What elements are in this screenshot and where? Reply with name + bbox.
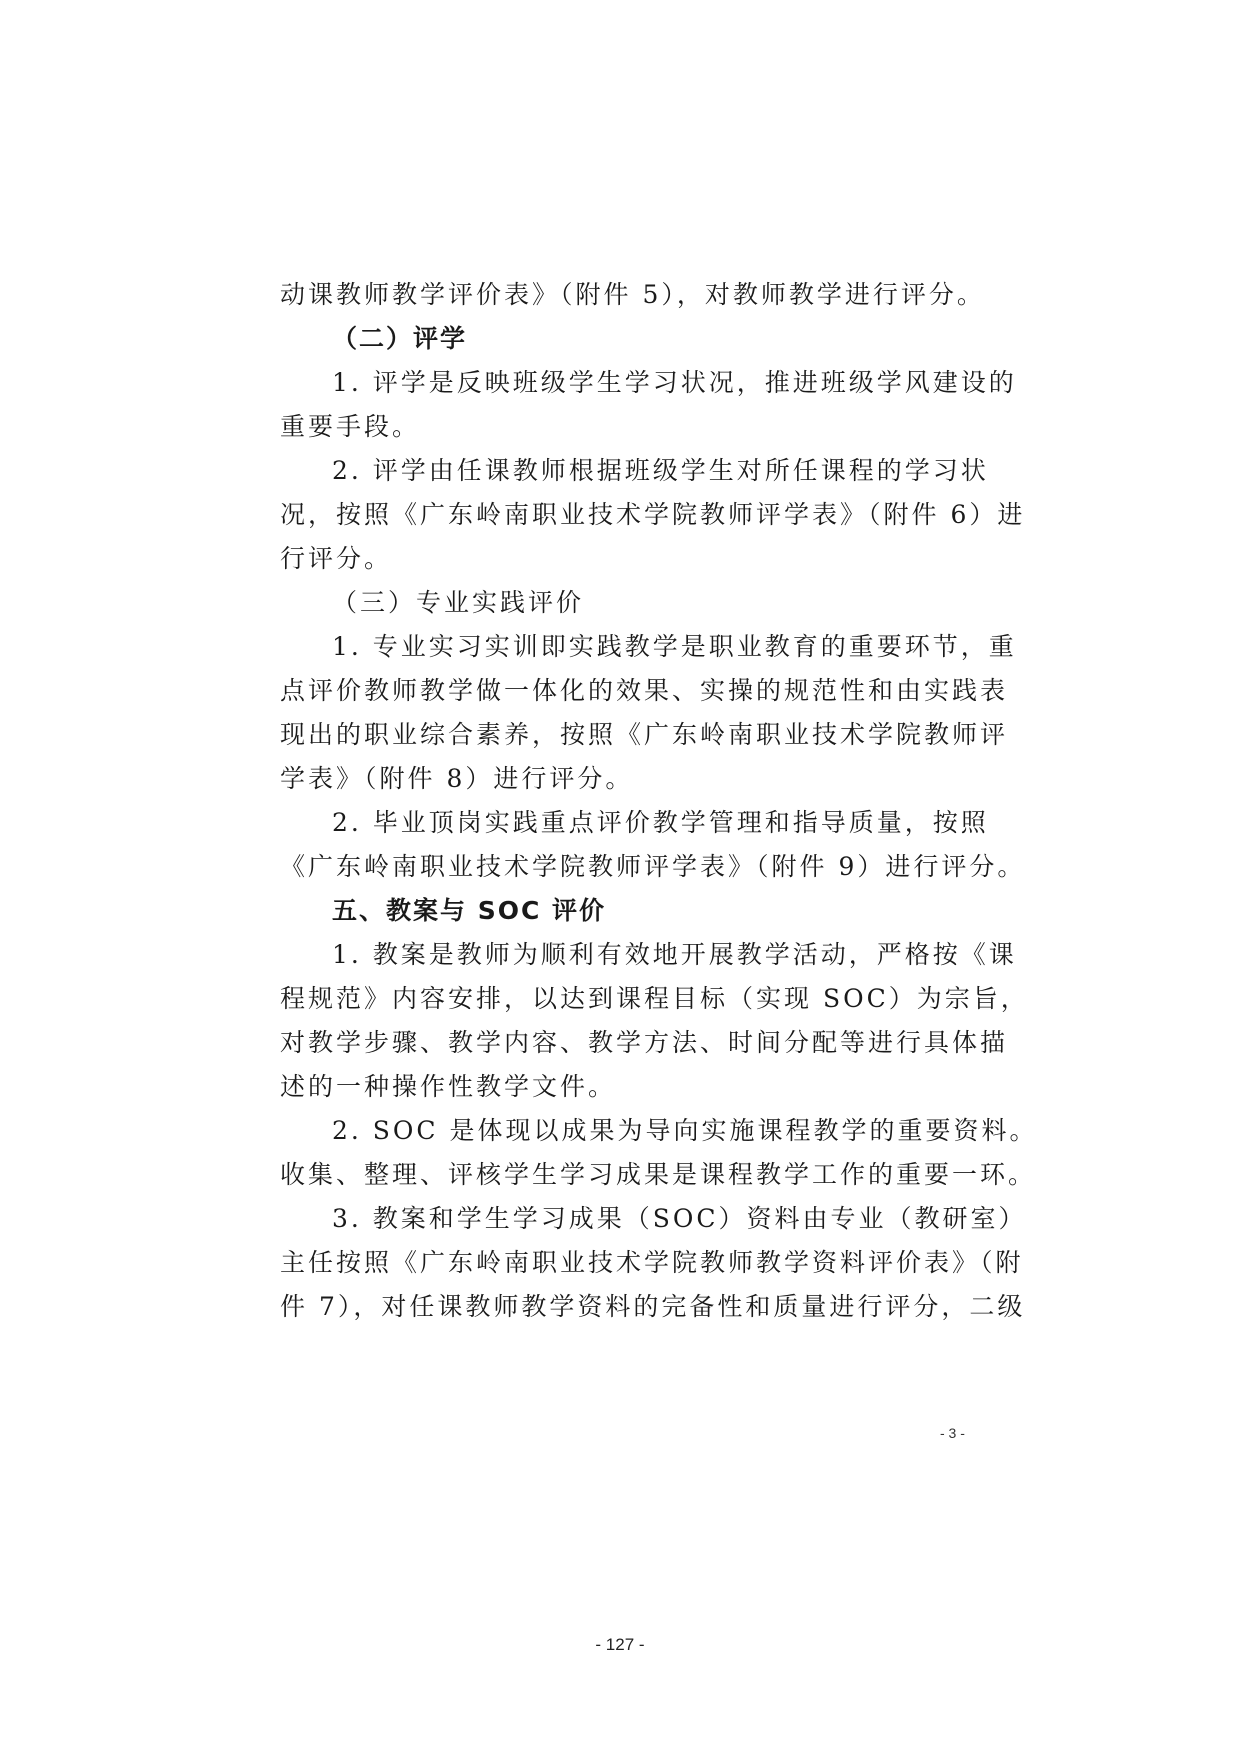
section-heading-lesson-plan-soc: 五、教案与 SOC 评价: [332, 896, 607, 925]
section-heading-practice-evaluation: （三）专业实践评价: [332, 588, 585, 617]
text-line: 重要手段。: [280, 412, 421, 441]
text-line: 2. 评学由任课教师根据班级学生对所任课程的学习状: [332, 456, 989, 485]
text-line: 动课教师教学评价表》（附件 5），对教师教学进行评分。: [280, 280, 985, 309]
text-line: 况，按照《广东岭南职业技术学院教师评学表》（附件 6）进: [280, 500, 1026, 529]
text-line: 1. 教案是教师为顺利有效地开展教学活动，严格按《课: [332, 940, 1017, 969]
inner-page-number: - 3 -: [940, 1425, 965, 1441]
text-line: 件 7），对任课教师教学资料的完备性和质量进行评分，二级: [280, 1292, 1026, 1321]
section-heading-evaluate-learning: （二）评学: [332, 324, 468, 353]
footer-page-number: - 127 -: [595, 1635, 645, 1654]
text-line: 述的一种操作性教学文件。: [280, 1072, 617, 1101]
text-line: 1. 评学是反映班级学生学习状况，推进班级学风建设的: [332, 368, 1017, 397]
text-line: 收集、整理、评核学生学习成果是课程教学工作的重要一环。: [280, 1160, 1037, 1189]
text-line: 对教学步骤、教学内容、教学方法、时间分配等进行具体描: [280, 1028, 1009, 1057]
text-line: 1. 专业实习实训即实践教学是职业教育的重要环节，重: [332, 632, 1017, 661]
text-line: 2. 毕业顶岗实践重点评价教学管理和指导质量，按照: [332, 808, 989, 837]
text-line: 行评分。: [280, 544, 393, 573]
text-line: 程规范》内容安排，以达到课程目标（实现 SOC）为宗旨，: [280, 984, 1029, 1013]
text-line: 点评价教师教学做一体化的效果、实操的规范性和由实践表: [280, 676, 1009, 705]
text-line: 现出的职业综合素养，按照《广东岭南职业技术学院教师评: [280, 720, 1009, 749]
text-line: 学表》（附件 8）进行评分。: [280, 764, 634, 793]
text-line: 3. 教案和学生学习成果（SOC）资料由专业（教研室）: [332, 1204, 1027, 1233]
text-line: 主任按照《广东岭南职业技术学院教师教学资料评价表》（附: [280, 1248, 1024, 1277]
text-line: 《广东岭南职业技术学院教师评学表》（附件 9）进行评分。: [280, 852, 1026, 881]
text-line: 2. SOC 是体现以成果为导向实施课程教学的重要资料。: [332, 1116, 1038, 1145]
